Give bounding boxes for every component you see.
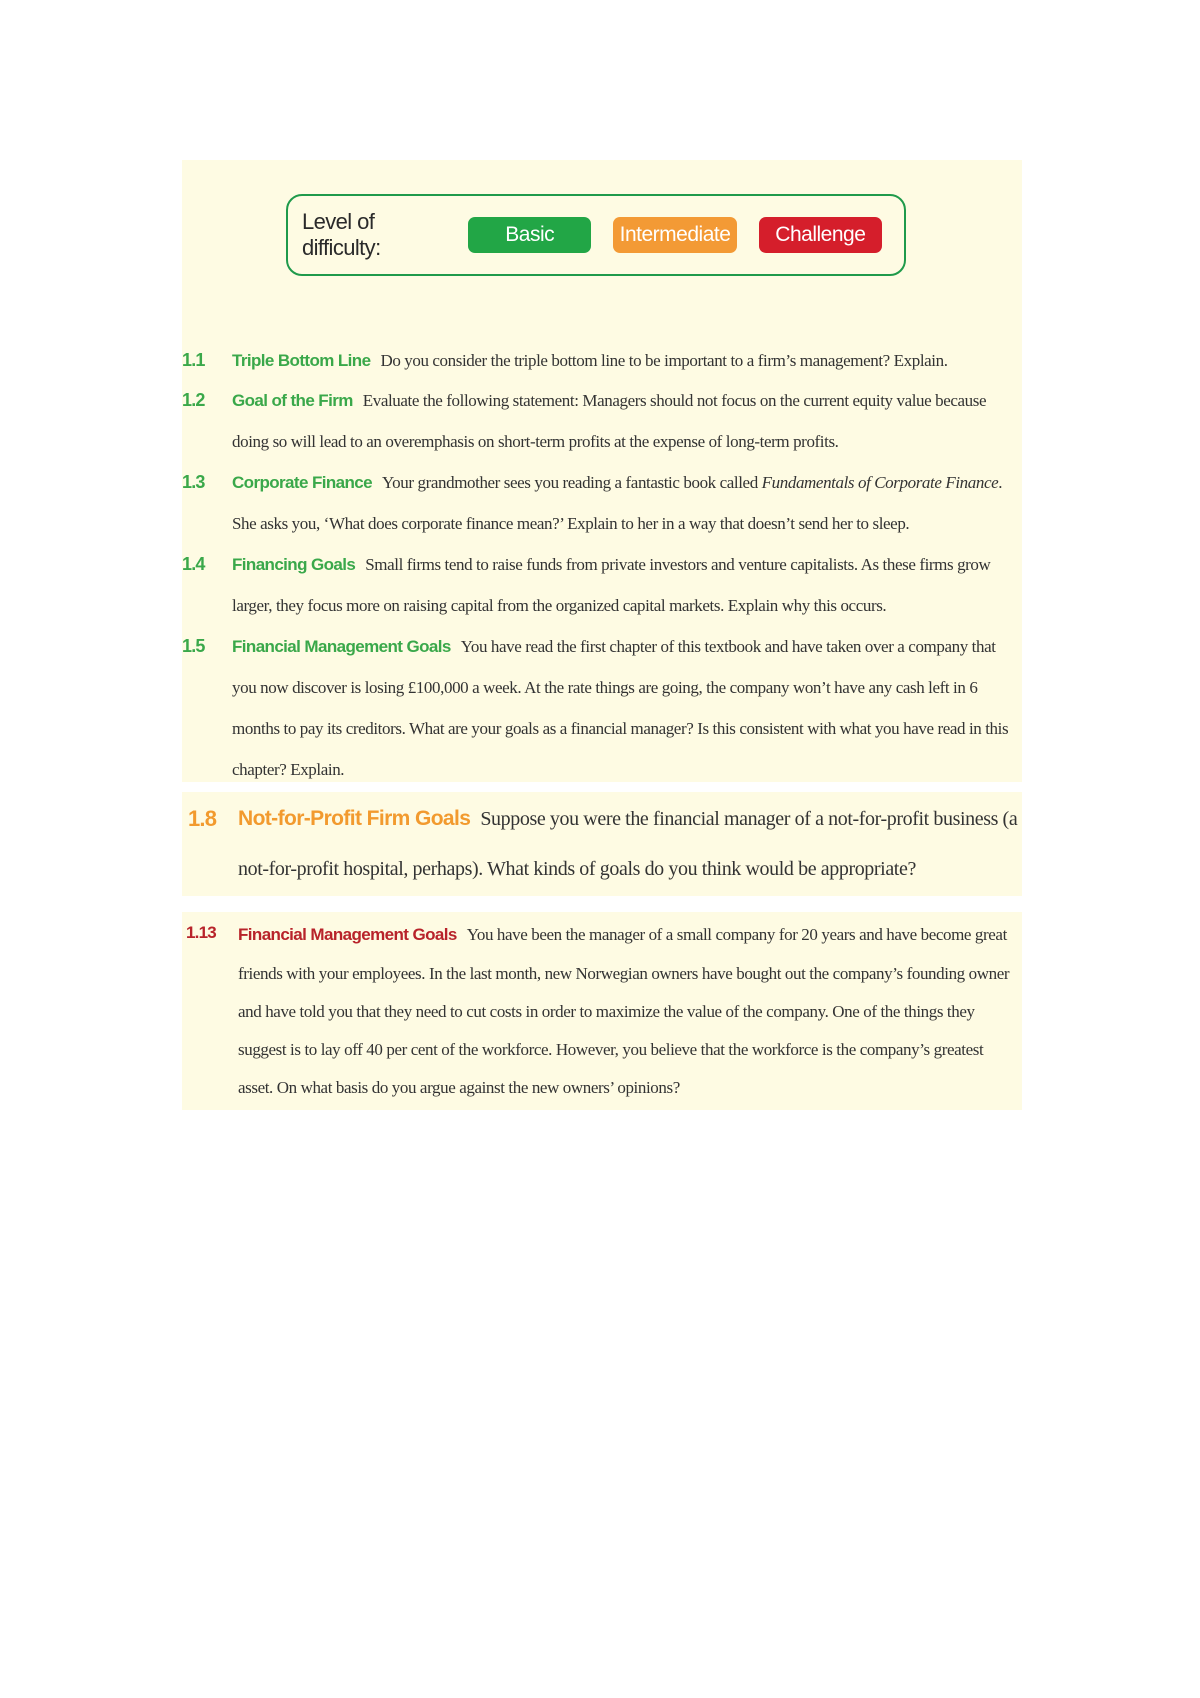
question-body (232, 340, 1020, 381)
question-title: Triple Bottom Line (232, 351, 371, 370)
question-body (232, 544, 1020, 626)
question-body (232, 462, 1020, 544)
question-text-continued: . She asks you, ‘What does corporate finance mean?’ Explain to her in a way that doesn’t send her to sleep. (232, 473, 1003, 533)
difficulty-basic-badge: Basic (468, 217, 591, 253)
question-number: 1.8 (188, 806, 217, 831)
question-number: 1.4 (182, 554, 205, 574)
question-title: Financial Management Goals (238, 925, 457, 944)
question-body (238, 914, 1020, 1107)
question-text: You have read the first chapter of this textbook and have taken over a company that you now discover is losing £100,000 a week. At the rate things are going, the company won’t have any cash left in 6 months to pay its creditors. What are your goals as a financial manager? Is this consistent with what you have read in this chapter? Explain. (232, 637, 1009, 779)
questions-panel-bottom (182, 912, 1022, 1110)
question-number: 1.1 (182, 350, 205, 370)
difficulty-legend (286, 194, 906, 276)
question-text: Evaluate the following statement: Managers should not focus on the current equity value because doing so will lead to an overemphasis on short-term profits at the expense of long-term profits. (232, 391, 987, 451)
question-number: 1.3 (182, 472, 205, 492)
question-body (232, 626, 1020, 790)
question-text: Suppose you were the financial manager of a not-for-profit business (a not-for-profit hospital, perhaps). What kinds of goals do you think would be appropriate? (238, 808, 1018, 880)
question-number: 1.5 (182, 636, 205, 656)
question-title: Not-for-Profit Firm Goals (238, 807, 471, 830)
question-text: Your grandmother sees you reading a fantastic book called (382, 473, 762, 492)
question-text: You have been the manager of a small company for 20 years and have become great friends with your employees. In the last month, new Norwegian owners have bought out the company’s founding owner and have told you that they need to cut costs in order to maximize the value of the company. One of the things they suggest is to lay off 40 per cent of the workforce. However, you believe that the workforce is the company’s greatest asset. On what basis do you argue against the new owners’ opinions? (238, 925, 1010, 1097)
book-title: Fundamentals of Corporate Finance (761, 473, 999, 492)
question-text: Small firms tend to raise funds from private investors and venture capitalists. As these firms grow larger, they focus more on raising capital from the organized capital markets. Explain why this occurs. (232, 555, 991, 615)
question-title: Financial Management Goals (232, 637, 451, 656)
question-body (238, 794, 1018, 894)
question-text: Do you consider the triple bottom line to be important to a firm’s management? Explain. (380, 351, 948, 370)
difficulty-intermediate-badge: Intermediate (613, 217, 736, 253)
question-title: Corporate Finance (232, 473, 372, 492)
difficulty-label: Level of difficulty: (302, 209, 381, 260)
question-number: 1.2 (182, 390, 205, 410)
questions-panel-top (182, 160, 1022, 782)
question-number: 1.13 (186, 923, 216, 942)
question-title: Goal of the Firm (232, 391, 353, 410)
question-body (232, 380, 1020, 462)
difficulty-challenge-badge: Challenge (759, 217, 882, 253)
question-title: Financing Goals (232, 555, 356, 574)
questions-panel-middle (182, 792, 1022, 896)
